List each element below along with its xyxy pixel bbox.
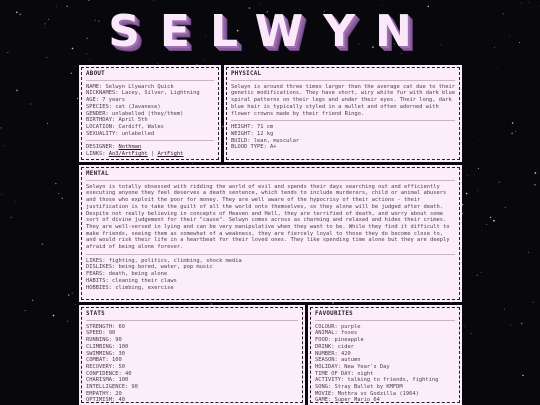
star [89, 60, 90, 61]
favourite-row: HOLIDAY: New Year's Day [315, 363, 390, 370]
star [510, 325, 511, 326]
about-row: LOCATION: Cardiff, Wales [86, 123, 164, 130]
favourite-row: ANIMAL: foxes [315, 330, 358, 337]
mental-panel [79, 165, 462, 302]
mental-row: HABITS: cleaning their claws [86, 277, 177, 284]
star [535, 172, 537, 174]
artfight-link[interactable]: ArtFight [157, 151, 184, 158]
star [504, 309, 505, 310]
star [260, 3, 261, 4]
star [32, 300, 33, 301]
star [479, 139, 480, 140]
star [64, 76, 65, 77]
mental-heading: MENTAL [86, 171, 455, 181]
mental-description: Selwyn is totally obsessed with ridding the world of evil and spends their days searching out and efficiently executing anyone they feel deserves a death sentence, which tends to include murderers, child or animal abusers and those who exploit the poor for money. They are well aware of the hypocrisy of their actions - their justification is to take the guilt of all the world onto themselves, so they alone will be judged after death. Despite not really believing in concepts of Heaven and Hell, they are terrified of death, and worry about some sort of divine judgement for their "cause". Selwyn comes across as charming and relaxed and hides their crimes. They are well-versed in lying and can be very manipulative when they want to be. While they find it difficult to make friends, seeing them as somewhat of a weakness, they are fiercely loyal to those they do become close to, and would risk their life in a heartbeat for their loved ones. They like spending time alone but they are deeply afraid of being alone forever. [86, 183, 450, 251]
star [474, 174, 475, 175]
links-label: LINKS: [86, 151, 106, 158]
mental-row: DISLIKES: being bored, water, pop music [86, 264, 213, 271]
stat-row: CONFIDENCE: 40 [86, 370, 132, 377]
star [88, 0, 89, 1]
star [16, 90, 18, 92]
mental-list [86, 258, 455, 292]
favourites-heading: FAVOURITES [315, 311, 455, 321]
star [450, 302, 451, 303]
ao3-link[interactable]: Ao3/ArtFight [108, 151, 148, 158]
star [522, 375, 524, 377]
mental-row: HOBBIES: climbing, exercise [86, 284, 174, 291]
stats-heading: STATS [86, 311, 298, 321]
star [153, 0, 154, 1]
star [505, 207, 506, 208]
star [47, 123, 48, 124]
star [58, 193, 59, 194]
about-row: BIRTHDAY: April 5th [86, 117, 148, 124]
stat-row: EMPATHY: 20 [86, 390, 122, 397]
star [528, 2, 529, 3]
star [532, 301, 534, 303]
stats-panel [79, 305, 305, 405]
star [534, 184, 536, 186]
star [71, 73, 73, 75]
star [75, 66, 76, 67]
stat-row: CHARISMA: 100 [86, 377, 129, 384]
star [477, 190, 478, 191]
star [75, 304, 76, 305]
star [489, 324, 490, 325]
star [68, 294, 70, 296]
star [157, 63, 158, 64]
page-title: SELWYN [108, 6, 432, 57]
star [508, 61, 509, 62]
about-row: SPECIES: cat (Javanese) [86, 103, 161, 110]
star [521, 323, 523, 325]
about-row: AGE: 7 years [86, 97, 125, 104]
star [38, 89, 39, 90]
star [493, 220, 495, 222]
star [490, 217, 492, 219]
physical-row: BLOOD TYPE: A+ [231, 144, 277, 151]
star [1, 127, 2, 128]
favourite-row: GAME: Super Mario 64 [315, 397, 380, 404]
favourites-panel [308, 305, 462, 405]
stat-row: SWIMMING: 30 [86, 350, 125, 357]
links-row [86, 151, 214, 158]
physical-list [231, 124, 455, 151]
star [55, 183, 56, 184]
stat-row: RUNNING: 90 [86, 337, 122, 344]
physical-description: Selwyn is around three times larger than the average cat due to their genetic modifications. They have short, wiry white fur with dark blue spiral patterns on their legs and under their eyes. Their long, dark blue hair is typically styled in a mullet and often adorned with flower crowns made by their friend Ringo. [231, 83, 455, 117]
star [499, 181, 501, 183]
stat-row: COMBAT: 100 [86, 357, 122, 364]
about-panel [79, 65, 221, 162]
physical-heading: PHYSICAL [231, 71, 455, 81]
star [56, 164, 57, 165]
stat-row: CLIMBING: 100 [86, 343, 129, 350]
physical-panel [224, 65, 462, 162]
star [477, 275, 478, 276]
star [3, 145, 4, 146]
physical-row: BUILD: lean, muscular [231, 137, 300, 144]
favourite-row: ACTIVITY: talking to friends, fighting [315, 377, 439, 384]
favourite-row: NUMBER: 420 [315, 350, 351, 357]
star [204, 60, 205, 61]
stat-row: SPEED: 90 [86, 330, 116, 337]
star [521, 3, 522, 4]
favourite-row: TIME OF DAY: night [315, 370, 374, 377]
link-separator: | [147, 151, 158, 158]
star [467, 175, 468, 176]
favourite-row: SEASON: autumn [315, 357, 361, 364]
star [471, 333, 472, 334]
star [72, 293, 73, 294]
stat-row: INTELLIGENCE: 90 [86, 384, 138, 391]
about-list [86, 84, 214, 138]
favourites-list [315, 324, 455, 404]
about-row: NICKNAMES: Lacey, Silver, Lightning [86, 90, 200, 97]
star [332, 302, 333, 303]
star [535, 266, 536, 267]
star [1, 194, 2, 195]
star [466, 193, 468, 195]
stat-row: RECOVERY: 50 [86, 363, 125, 370]
designer-label: DESIGNER: [86, 144, 116, 151]
designer-row [86, 144, 214, 151]
star [192, 163, 193, 164]
star [528, 252, 529, 253]
star [62, 198, 63, 199]
about-row: GENDER: unlabelled (they/them) [86, 110, 184, 117]
favourite-row: COLOUR: purple [315, 323, 361, 330]
favourite-row: MOVIE: Mothra vs Godzilla (1964) [315, 390, 419, 397]
star [464, 326, 465, 327]
star [15, 201, 16, 202]
favourite-row: FOOD: pineapple [315, 337, 364, 344]
designer-link[interactable]: Nothman [118, 144, 142, 151]
stat-row: OPTIMISM: 40 [86, 397, 125, 404]
star [25, 310, 26, 311]
divider [86, 140, 214, 141]
physical-row: WEIGHT: 12 kg [231, 130, 274, 137]
favourite-row: SONG: Stray Bullet by KMFDM [315, 384, 403, 391]
star [77, 98, 78, 99]
star [30, 103, 31, 104]
star [11, 217, 13, 219]
star [53, 315, 55, 317]
star [42, 243, 44, 245]
mental-row: FEARS: death, being alone [86, 271, 168, 278]
star [515, 131, 516, 132]
star [497, 68, 498, 69]
stat-row: STRENGTH: 60 [86, 323, 125, 330]
stats-list [86, 324, 298, 404]
physical-row: HEIGHT: 71 cm [231, 124, 274, 131]
star [511, 133, 512, 134]
star [483, 230, 484, 231]
star [135, 162, 136, 163]
star [486, 224, 487, 225]
star [512, 122, 514, 124]
divider [86, 254, 455, 255]
about-row: NAME: Selwyn Llywarch Quick [86, 83, 174, 90]
about-row: SEXUALITY: unlabelled [86, 130, 155, 137]
star [481, 272, 482, 273]
star [478, 168, 479, 169]
star [67, 320, 69, 322]
divider [231, 120, 455, 121]
favourite-row: DRINK: cider [315, 343, 354, 350]
mental-row: LIKES: fighting, politics, climbing, shock media [86, 257, 242, 264]
about-heading: ABOUT [86, 71, 214, 81]
